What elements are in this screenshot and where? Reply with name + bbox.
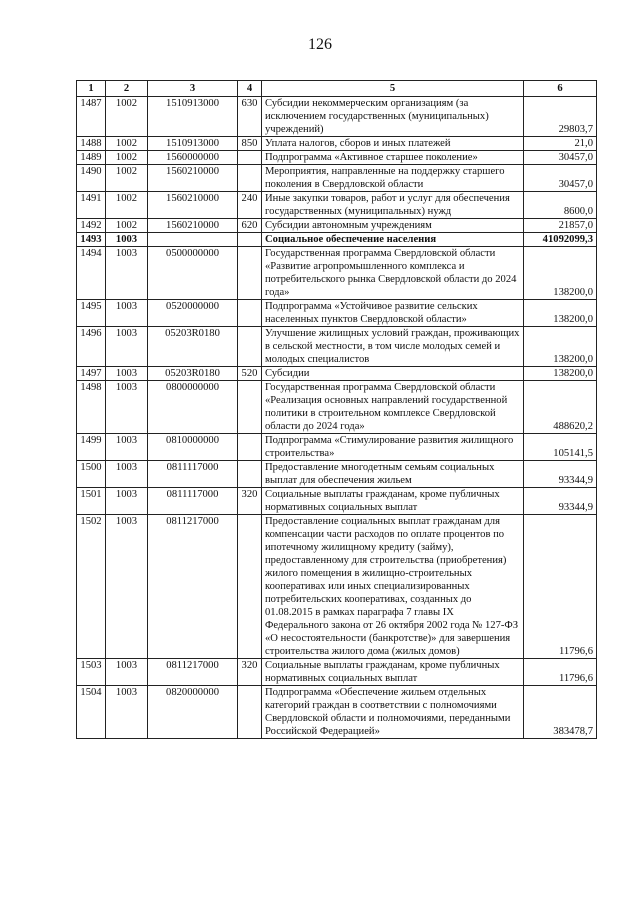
row-number: 1494 (77, 247, 106, 300)
row-number: 1491 (77, 192, 106, 219)
row-number: 1504 (77, 686, 106, 739)
amount: 29803,7 (524, 97, 597, 137)
row-number: 1501 (77, 488, 106, 515)
item-name: Государственная программа Свердловской области «Реализация основных направлений государственной политики в строительном комплексе Свердловской области до 2024 года» (262, 381, 524, 434)
item-name: Предоставление социальных выплат гражданам для компенсации части расходов по оплате процентов по ипотечному жилищному кредиту (займу), предоставленному для строительства (приобретения) жилого помещения в жилищно-строительных кооперативах или иных специализированных потребительских кооперативах, созданных до 01.08.2015 в рамках параграфа 7 главы IX Федерального закона от 26 октября 2002 года № 127-ФЗ «О несостоятельности (банкротстве)» для завершения строительства жилого дома (жилых домов) (262, 515, 524, 659)
item-name: Подпрограмма «Активное старшее поколение» (262, 151, 524, 165)
expense-type (238, 381, 262, 434)
table-row (77, 233, 597, 247)
target-code: 0810000000 (148, 434, 238, 461)
amount: 21857,0 (524, 219, 597, 233)
row-number: 1495 (77, 300, 106, 327)
amount: 105141,5 (524, 434, 597, 461)
section-code: 1002 (106, 137, 148, 151)
section-code: 1003 (106, 367, 148, 381)
table-row (77, 219, 597, 233)
target-code: 1560210000 (148, 219, 238, 233)
column-header-4: 4 (238, 81, 262, 97)
expense-type (238, 327, 262, 367)
expense-type: 240 (238, 192, 262, 219)
amount: 8600,0 (524, 192, 597, 219)
expense-type: 850 (238, 137, 262, 151)
table-row (77, 327, 597, 367)
section-code: 1003 (106, 434, 148, 461)
expense-type (238, 461, 262, 488)
expense-type (238, 247, 262, 300)
table-row (77, 151, 597, 165)
table-row (77, 247, 597, 300)
expense-type: 620 (238, 219, 262, 233)
section-code: 1003 (106, 686, 148, 739)
item-name: Мероприятия, направленные на поддержку старшего поколения в Свердловской области (262, 165, 524, 192)
table-row (77, 367, 597, 381)
expense-type (238, 151, 262, 165)
table-row (77, 137, 597, 151)
target-code: 1560210000 (148, 192, 238, 219)
table-row (77, 659, 597, 686)
item-name: Субсидии автономным учреждениям (262, 219, 524, 233)
amount: 11796,6 (524, 659, 597, 686)
item-name: Социальное обеспечение населения (262, 233, 524, 247)
target-code: 1560000000 (148, 151, 238, 165)
expense-type (238, 165, 262, 192)
target-code: 0811117000 (148, 461, 238, 488)
item-name: Подпрограмма «Устойчивое развитие сельских населенных пунктов Свердловской области» (262, 300, 524, 327)
expense-type (238, 515, 262, 659)
section-code: 1003 (106, 247, 148, 300)
target-code: 0811217000 (148, 515, 238, 659)
column-header-2: 2 (106, 81, 148, 97)
target-code: 1510913000 (148, 97, 238, 137)
table-row (77, 461, 597, 488)
table-body (77, 97, 597, 739)
table-row (77, 300, 597, 327)
section-code: 1003 (106, 233, 148, 247)
amount: 41092099,3 (524, 233, 597, 247)
amount: 30457,0 (524, 151, 597, 165)
section-code: 1002 (106, 97, 148, 137)
row-number: 1496 (77, 327, 106, 367)
table-row (77, 488, 597, 515)
page-number: 126 (308, 36, 332, 53)
row-number: 1490 (77, 165, 106, 192)
amount: 30457,0 (524, 165, 597, 192)
target-code: 0820000000 (148, 686, 238, 739)
item-name: Уплата налогов, сборов и иных платежей (262, 137, 524, 151)
row-number: 1489 (77, 151, 106, 165)
section-code: 1003 (106, 461, 148, 488)
target-code: 0800000000 (148, 381, 238, 434)
table-row (77, 97, 597, 137)
amount: 138200,0 (524, 367, 597, 381)
table-row (77, 434, 597, 461)
item-name: Подпрограмма «Обеспечение жильем отдельных категорий граждан в соответствии с полномочиями Свердловской области и полномочиями, переданными Российской Федерацией» (262, 686, 524, 739)
budget-table (76, 80, 597, 739)
section-code: 1003 (106, 300, 148, 327)
table-row (77, 515, 597, 659)
table-row (77, 381, 597, 434)
table-row (77, 192, 597, 219)
amount: 138200,0 (524, 300, 597, 327)
row-number: 1498 (77, 381, 106, 434)
amount: 138200,0 (524, 327, 597, 367)
target-code: 0520000000 (148, 300, 238, 327)
table-row (77, 686, 597, 739)
table-header-row (77, 81, 597, 97)
item-name: Улучшение жилищных условий граждан, проживающих в сельской местности, в том числе молодых семей и молодых специалистов (262, 327, 524, 367)
expense-type (238, 434, 262, 461)
amount: 11796,6 (524, 515, 597, 659)
section-code: 1003 (106, 488, 148, 515)
item-name: Государственная программа Свердловской области «Развитие агропромышленного комплекса и потребительского рынка Свердловской области до 2024 года» (262, 247, 524, 300)
row-number: 1503 (77, 659, 106, 686)
target-code: 0811217000 (148, 659, 238, 686)
item-name: Предоставление многодетным семьям социальных выплат для обеспечения жильем (262, 461, 524, 488)
amount: 93344,9 (524, 461, 597, 488)
item-name: Социальные выплаты гражданам, кроме публичных нормативных социальных выплат (262, 659, 524, 686)
target-code: 05203R0180 (148, 327, 238, 367)
amount: 93344,9 (524, 488, 597, 515)
row-number: 1492 (77, 219, 106, 233)
column-header-5: 5 (262, 81, 524, 97)
row-number: 1497 (77, 367, 106, 381)
target-code (148, 233, 238, 247)
amount: 383478,7 (524, 686, 597, 739)
row-number: 1488 (77, 137, 106, 151)
section-code: 1003 (106, 659, 148, 686)
column-header-3: 3 (148, 81, 238, 97)
table-row (77, 165, 597, 192)
expense-type (238, 233, 262, 247)
expense-type: 520 (238, 367, 262, 381)
amount: 488620,2 (524, 381, 597, 434)
target-code: 05203R0180 (148, 367, 238, 381)
section-code: 1002 (106, 165, 148, 192)
row-number: 1487 (77, 97, 106, 137)
item-name: Субсидии (262, 367, 524, 381)
column-header-6: 6 (524, 81, 597, 97)
section-code: 1003 (106, 515, 148, 659)
section-code: 1002 (106, 192, 148, 219)
target-code: 1510913000 (148, 137, 238, 151)
row-number: 1500 (77, 461, 106, 488)
section-code: 1003 (106, 327, 148, 367)
target-code: 1560210000 (148, 165, 238, 192)
section-code: 1002 (106, 151, 148, 165)
expense-type: 630 (238, 97, 262, 137)
row-number: 1502 (77, 515, 106, 659)
column-header-1: 1 (77, 81, 106, 97)
item-name: Субсидии некоммерческим организациям (за исключением государственных (муниципальных) учреждений) (262, 97, 524, 137)
expense-type (238, 686, 262, 739)
expense-type: 320 (238, 659, 262, 686)
amount: 21,0 (524, 137, 597, 151)
item-name: Иные закупки товаров, работ и услуг для обеспечения государственных (муниципальных) нужд (262, 192, 524, 219)
section-code: 1003 (106, 381, 148, 434)
expense-type (238, 300, 262, 327)
row-number: 1493 (77, 233, 106, 247)
expense-type: 320 (238, 488, 262, 515)
section-code: 1002 (106, 219, 148, 233)
item-name: Подпрограмма «Стимулирование развития жилищного строительства» (262, 434, 524, 461)
row-number: 1499 (77, 434, 106, 461)
item-name: Социальные выплаты гражданам, кроме публичных нормативных социальных выплат (262, 488, 524, 515)
target-code: 0811117000 (148, 488, 238, 515)
target-code: 0500000000 (148, 247, 238, 300)
amount: 138200,0 (524, 247, 597, 300)
